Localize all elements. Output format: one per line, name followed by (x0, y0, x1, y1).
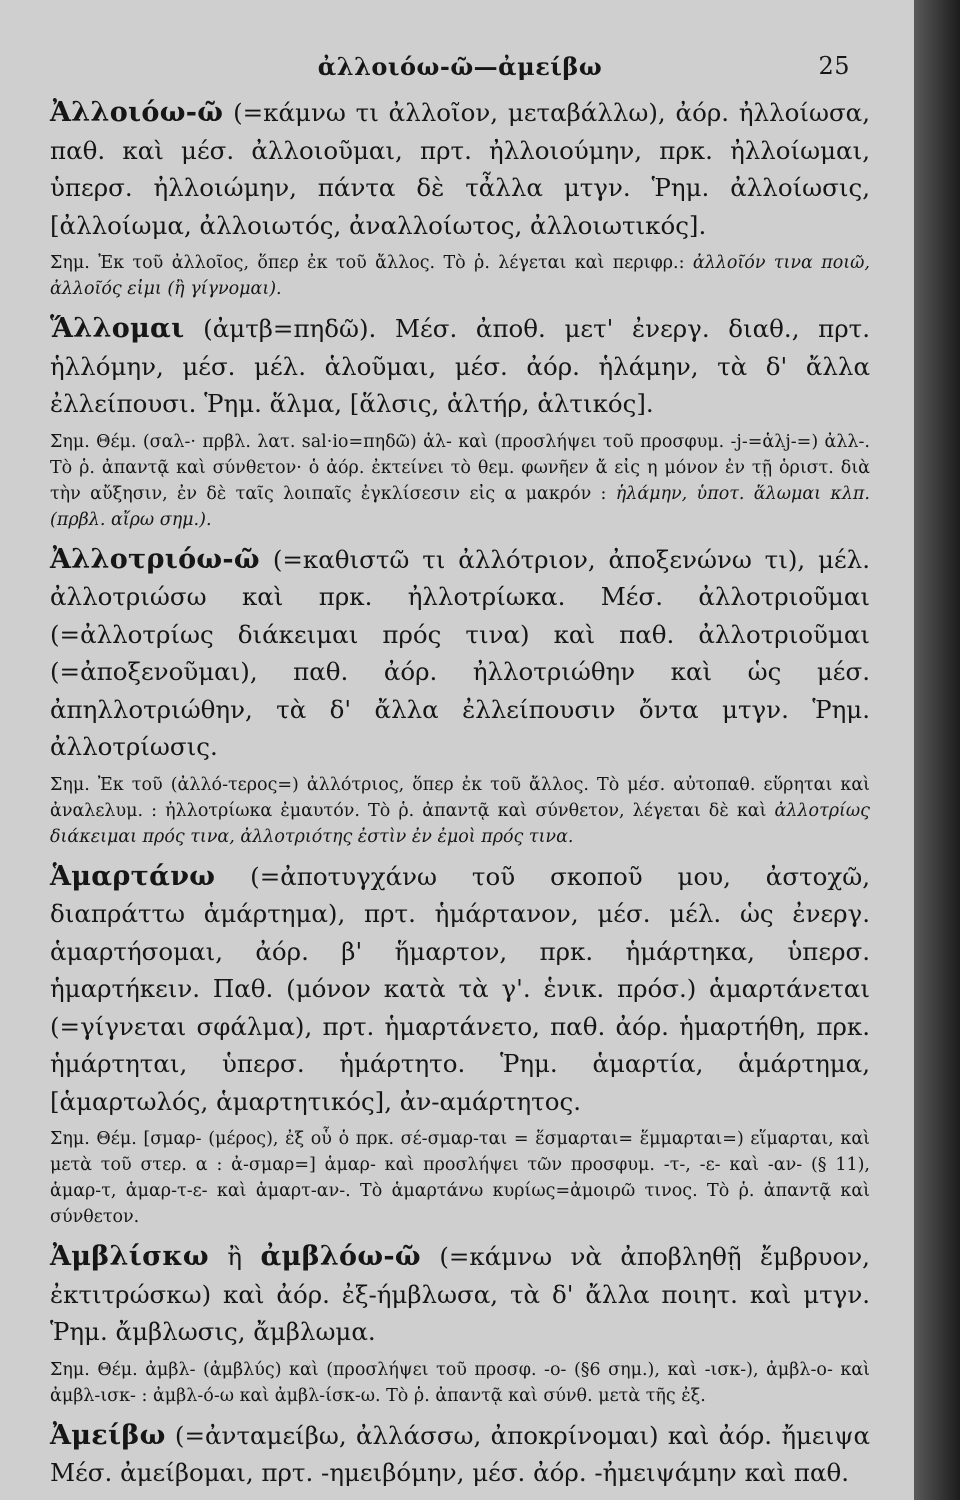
entry-note-italic: ἀλλοτρίως διάκειμαι πρός τινα, ἀλλοτριότης ἐστὶν ἐν ἐμοὶ πρός τινα. (50, 800, 870, 847)
entry-lemma: Ἅλλομαι (50, 313, 185, 344)
entry-main-text (50, 94, 870, 244)
entry-body: (=ἀποτυγχάνω τοῦ σκοποῦ μου, ἀστοχῶ, διαπράττω ἁμάρτημα), πρτ. ἡμάρτανον, μέσ. μέλ. ὡς ἐνεργ. ἁμαρτήσομαι, ἀόρ. β' ἥμαρτον, πρκ. ἡμάρτηκα, ὑπερσ. ἡμαρτήκειν. Παθ. (μόνον κατὰ τὰ γ'. ἑνικ. πρόσ.) ἁμαρτάνεται (=γίγνεται σφάλμα), πρτ. ἡμαρτάνετο, παθ. ἀόρ. ἡμαρτήθη, πρκ. ἡμάρτηται, ὑπερσ. ἡμάρτητο. Ῥημ. ἁμαρτία, ἁμάρτημα, [ἁμαρτωλός, ἁμαρτητικός], ἀν-αμάρτητος. (50, 861, 870, 1116)
entry-main-text (50, 1417, 870, 1492)
entry-lemma: Ἀλλοτριόω-ῶ (50, 543, 260, 575)
entry-note-italic: ἡλάμην, ὑποτ. ἅλωμαι κλπ. (πρβλ. αἴρω σημ.). (50, 483, 870, 530)
dictionary-entry (50, 541, 870, 850)
entry-note (50, 250, 870, 302)
entry-note (50, 772, 870, 850)
entry-note (50, 1357, 870, 1409)
entry-main-text (50, 541, 870, 766)
entry-main-text (50, 858, 870, 1121)
entry-lemma: Ἁμαρτάνω (50, 860, 216, 892)
dictionary-entry (50, 94, 870, 302)
entry-note-text: Σημ. Θέμ. [σμαρ- (μέρος), ἐξ οὗ ὁ πρκ. σέ-σμαρ-ται = ἕσμαρται= ἕμμαρται=) εἵμαρται, καὶ μετὰ τοῦ στερ. α : ἀ-σμαρ=] ἁμαρ- καὶ προσλήψει τῶν προσφυμ. -τ-, -ε- καὶ -αν- (§ 11), ἁμαρ-τ, ἁμαρ-τ-ε- καὶ ἁμαρτ-αν-. Τὸ ἁμαρτάνω κυρίως=ἀμοιρῶ τινος. Τὸ ῥ. ἀπαντᾷ καὶ σύνθετον. (50, 1129, 870, 1227)
entry-body: (=κάμνω νὰ ἀποβληθῇ ἔμβρυον, ἐκτιτρώσκω) καὶ ἀόρ. ἐξ-ήμβλωσα, τὰ δ' ἄλλα ποιητ. καὶ μτγν. Ῥημ. ἄμβλωσις, ἄμβλωμα. (50, 1242, 870, 1346)
page-number: 25 (818, 52, 850, 80)
entry-main-text (50, 1238, 870, 1351)
entry-note (50, 1126, 870, 1230)
entry-note-text: Σημ. Ἐκ τοῦ ἀλλοῖος, ὅπερ ἐκ τοῦ ἄλλος. Τὸ ῥ. λέγεται καὶ περιφρ.: (50, 253, 685, 273)
entry-note-text: Σημ. Ἐκ τοῦ (ἀλλό-τερος=) ἀλλότριος, ὅπερ ἐκ τοῦ ἄλλος. Τὸ μέσ. αὐτοπαθ. εὕρηται καὶ ἀναλελυμ. : ἠλλοτρίωκα ἐμαυτόν. Τὸ ῥ. ἀπαντᾷ καὶ σύνθετον, λέγεται δὲ καὶ (50, 774, 870, 821)
entry-lemma-alt: ἀμβλόω-ῶ (260, 1241, 421, 1272)
entry-note-text: Σημ. Θέμ. ἀμβλ- (ἀμβλύς) καὶ (προσλήψει τοῦ προσφ. -ο- (§6 σημ.), καὶ -ισκ-), ἀμβλ-ο- καὶ ἀμβλ-ισκ- : ἀμβλ-ό-ω καὶ ἀμβλ-ίσκ-ω. Τὸ ῥ. ἀπαντᾷ καὶ σύνθ. μετὰ τῆς ἐξ. (50, 1359, 870, 1406)
entry-body: (=καθιστῶ τι ἀλλότριον, ἀποξενώνω τι), μέλ. ἀλλοτριώσω καὶ πρκ. ἠλλοτρίωκα. Μέσ. ἀλλοτριοῦμαι (=ἀλλοτρίως διάκειμαι πρός τινα) καὶ παθ. ἀλλοτριοῦμαι (=ἀποξενοῦμαι), παθ. ἀόρ. ἠλλοτριώθην καὶ ὡς μέσ. ἀπηλλοτριώθην, τὰ δ' ἄλλα ἐλλείπουσιν ὄντα μτγν. Ῥημ. ἀλλοτρίωσις. (50, 544, 870, 761)
entry-note (50, 429, 870, 533)
dictionary-entry (50, 858, 870, 1231)
entry-body-connector: ἢ (227, 1242, 243, 1271)
entry-note-text: Σημ. Θέμ. (σαλ-· πρβλ. λατ. sal·io=πηδῶ) ἁλ- καὶ (προσλήψει τοῦ προσφυμ. -j-=ἁλj-=) ἀλλ-. Τὸ ῥ. ἀπαντᾷ καὶ σύνθετον· ὁ ἀόρ. ἐκτείνει τὸ θεμ. φωνῆεν ἄ εἰς η μόνον ἐν τῇ ὁριστ. διὰ τὴν αὔξησιν, ἐν δὲ ταῖς λοιπαῖς ἐγκλίσεσιν εἰς α μακρόν : (50, 431, 870, 504)
entry-body: (=ἀνταμείβω, ἀλλάσσω, ἀποκρίνομαι) καὶ ἀόρ. ἤμειψα Μέσ. ἀμείβομαι, πρτ. -ημειβόμην, μέσ. ἀόρ. -ἠμειψάμην καὶ παθ. (50, 1420, 870, 1487)
dictionary-entry (50, 1417, 870, 1492)
entry-body: (ἀμτβ=πηδῶ). Μέσ. ἀποθ. μετ' ἐνεργ. διαθ., πρτ. ἡλλόμην, μέσ. μέλ. ἁλοῦμαι, μέσ. ἀόρ. ἡλάμην, τὰ δ' ἄλλα ἐλλείπουσι. Ῥημ. ἅλμα, [ἅλσις, ἁλτήρ, ἁλτικός]. (50, 314, 870, 418)
entry-main-text (50, 310, 870, 423)
page-edge-shadow (914, 0, 960, 1500)
entry-lemma: Ἀμβλίσκω (50, 1241, 209, 1272)
running-header (50, 52, 870, 94)
entry-body: (=κάμνω τι ἀλλοῖον, μεταβάλλω), ἀόρ. ἠλλοίωσα, παθ. καὶ μέσ. ἀλλοιοῦμαι, πρτ. ἠλλοιούμην, πρκ. ἠλλοίωμαι, ὑπερσ. ἠλλοιώμην, πάντα δὲ τἆλλα μτγν. Ῥημ. ἀλλοίωσις, [ἀλλοίωμα, ἀλλοιωτός, ἀναλλοίωτος, ἀλλοιωτικός]. (50, 98, 871, 240)
entry-lemma: Ἀλλοιόω-ῶ (50, 97, 224, 128)
dictionary-entry (50, 1238, 870, 1409)
dictionary-entry (50, 310, 870, 533)
entry-lemma: Ἀμείβω (50, 1419, 166, 1451)
entry-note-italic: ἀλλοῖόν τινα ποιῶ, ἀλλοῖός εἰμι (ἢ γίγνομαι). (50, 253, 870, 299)
header-title: ἀλλοιόω-ῶ—ἀμείβω (317, 52, 603, 81)
